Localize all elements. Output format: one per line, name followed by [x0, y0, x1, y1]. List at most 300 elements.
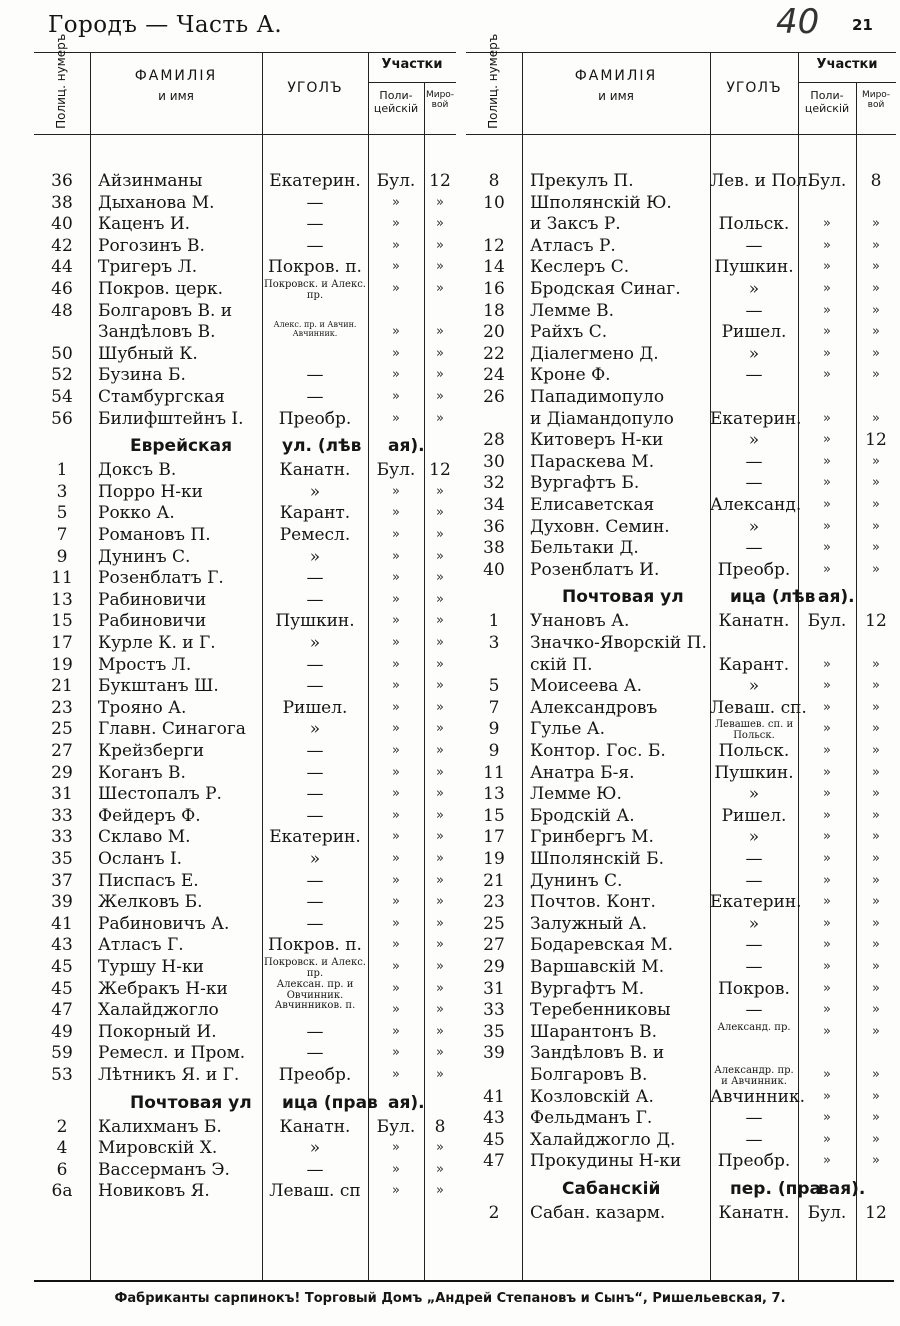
police-district: »: [823, 1153, 831, 1169]
header-number-label: Полиц. нумеръ: [54, 33, 69, 129]
street-section-part: ая).: [388, 436, 425, 457]
magistrate-district: »: [872, 937, 880, 953]
directory-row: [34, 235, 456, 257]
police-district: »: [823, 1023, 831, 1039]
directory-row: [466, 870, 896, 892]
street-section-heading: [34, 1090, 456, 1118]
magistrate-district: »: [436, 505, 444, 521]
house-number: 7: [488, 697, 500, 718]
header-name-label: и имя: [158, 89, 194, 104]
house-number: 9: [488, 719, 500, 740]
house-number: 18: [483, 300, 505, 321]
corner-street: Преобр.: [717, 559, 791, 580]
house-number: 23: [483, 892, 505, 913]
corner-street: Лев. и Пол.: [710, 171, 813, 191]
owner-name: Значко-Яворскій П.: [530, 633, 707, 653]
corner-street: —: [306, 913, 324, 934]
directory-row: [34, 870, 456, 892]
magistrate-district: »: [436, 259, 444, 275]
house-number: 26: [483, 387, 505, 407]
house-number: 5: [488, 676, 500, 697]
magistrate-district: »: [872, 1067, 880, 1082]
owner-name: Кеслеръ С.: [530, 257, 630, 278]
owner-name: Пападимопуло: [530, 387, 665, 407]
owner-name: Коганъ В.: [98, 762, 186, 783]
magistrate-district: »: [872, 540, 880, 556]
directory-row: [466, 740, 896, 762]
corner-street: —: [745, 957, 763, 977]
owner-name: Козловскій А.: [530, 1086, 654, 1107]
police-district: »: [392, 743, 400, 758]
owner-name: Новиковъ Я.: [98, 1181, 210, 1202]
police-district: »: [823, 281, 831, 296]
police-district: »: [823, 1002, 831, 1018]
corner-street: Леваш. сп: [269, 1181, 361, 1202]
owner-name: скій П.: [530, 654, 593, 675]
owner-name: и Заксъ Р.: [530, 214, 621, 235]
corner-street: —: [306, 805, 324, 826]
owner-name: Крейзберги: [98, 741, 205, 761]
directory-row: [34, 783, 456, 805]
header-name-label: и имя: [598, 89, 634, 104]
magistrate-district: 12: [429, 171, 451, 191]
police-district: »: [392, 851, 400, 866]
house-number: 28: [483, 430, 505, 451]
street-section-part: Еврейская: [130, 436, 232, 457]
police-district: »: [823, 1110, 831, 1126]
corner-street: »: [309, 1138, 321, 1159]
directory-row: [466, 934, 896, 956]
owner-name: Зандѣловъ В.: [98, 322, 216, 343]
directory-row: [466, 1042, 896, 1064]
corner-street: Александр. пр. и Авчинник.: [714, 1065, 794, 1087]
corner-street: Преобр.: [278, 408, 352, 429]
owner-name: Шарантонъ В.: [530, 1021, 657, 1042]
directory-row: [466, 848, 896, 870]
police-district: »: [392, 786, 400, 802]
police-district: »: [392, 237, 400, 253]
house-number: 17: [51, 633, 73, 653]
police-district: »: [823, 959, 831, 974]
directory-row: [466, 891, 896, 913]
corner-street: »: [748, 430, 760, 451]
police-district: »: [392, 613, 400, 629]
directory-row: [34, 1137, 456, 1159]
directory-row: [466, 675, 896, 697]
house-number: 41: [483, 1086, 505, 1107]
magistrate-district: »: [436, 483, 444, 499]
magistrate-district: »: [872, 237, 880, 253]
house-number: 29: [483, 957, 505, 977]
owner-name: Каценъ И.: [98, 214, 191, 235]
owner-name: Склаво М.: [98, 827, 191, 848]
house-number: 6: [56, 1159, 68, 1180]
street-section-part: ая).: [818, 587, 855, 608]
directory-row: [34, 848, 456, 870]
magistrate-district: »: [436, 721, 444, 737]
police-district: »: [823, 561, 831, 577]
header-corner: УГОЛЪ: [726, 80, 782, 96]
magistrate-district: 8: [434, 1116, 446, 1137]
corner-street: —: [745, 1000, 763, 1021]
directory-row: [34, 1180, 456, 1202]
corner-street: —: [745, 473, 763, 494]
corner-street: Екатерин.: [710, 892, 802, 913]
magistrate-district: »: [436, 613, 444, 629]
magistrate-district: »: [436, 1067, 444, 1082]
house-number: 46: [51, 279, 73, 299]
house-number: 27: [483, 935, 505, 956]
police-district: »: [823, 851, 831, 866]
house-number: 45: [483, 1129, 505, 1150]
corner-street: Левашев. сп. и Польск.: [714, 719, 794, 742]
police-district: »: [823, 829, 831, 845]
directory-row: [466, 913, 896, 935]
directory-row: [466, 213, 896, 235]
house-number: 23: [51, 697, 73, 718]
house-number: 32: [483, 473, 505, 494]
police-district: »: [392, 505, 400, 521]
police-district: Бул.: [807, 611, 847, 632]
house-number: 6а: [51, 1181, 73, 1202]
owner-name: Мростъ Л.: [98, 654, 192, 675]
house-number: 33: [483, 1000, 505, 1021]
corner-street: Польск.: [718, 214, 790, 235]
directory-row: [466, 386, 896, 408]
owner-name: Китоверъ Н-ки: [530, 430, 664, 451]
magistrate-district: »: [436, 635, 444, 650]
directory-row: [34, 481, 456, 503]
corner-street: —: [745, 235, 763, 256]
owner-name: Жебракъ Н-ки: [98, 978, 228, 999]
directory-row: [34, 740, 456, 762]
magistrate-district: »: [872, 699, 880, 715]
owner-name: Розенблатъ Г.: [98, 568, 224, 589]
owner-name: Моисеева А.: [530, 676, 643, 697]
magistrate-district: 12: [865, 430, 887, 451]
magistrate-district: »: [436, 829, 444, 845]
directory-row: [34, 546, 456, 568]
house-number: 38: [51, 192, 73, 213]
magistrate-district: »: [872, 980, 880, 996]
directory-row: [34, 192, 456, 214]
directory-row: [466, 783, 896, 805]
house-number: 9: [56, 546, 68, 567]
police-district: »: [392, 894, 400, 910]
header-corner: УГОЛЪ: [287, 80, 343, 96]
directory-row: [34, 999, 456, 1021]
magistrate-district: »: [436, 1183, 444, 1199]
police-district: »: [823, 367, 831, 383]
owner-name: Билифштейнъ І.: [98, 408, 244, 429]
corner-street: —: [306, 1159, 324, 1180]
header-surname: [90, 68, 262, 104]
magistrate-district: »: [872, 829, 880, 845]
table-top-rule: [34, 52, 456, 53]
directory-row: [34, 502, 456, 524]
corner-street: Преобр.: [278, 1065, 352, 1085]
police-district: »: [823, 721, 831, 737]
magistrate-district: 12: [429, 460, 451, 481]
corner-street: Алексан. пр. и Овчинник.: [276, 978, 354, 1001]
house-number: 25: [483, 913, 505, 934]
magistrate-district: »: [436, 1023, 444, 1039]
header-districts: Участки: [816, 57, 878, 72]
directory-row: [34, 256, 456, 278]
directory-row: [466, 1021, 896, 1043]
corner-street: —: [306, 589, 324, 610]
street-section-heading: [466, 1176, 896, 1204]
magistrate-district: »: [872, 1131, 880, 1147]
directory-row: [466, 610, 896, 632]
header-police-district: Поли-цейскій: [804, 89, 850, 115]
police-district: »: [823, 915, 831, 931]
house-number: 29: [51, 762, 73, 783]
police-district: »: [823, 259, 831, 275]
corner-street: »: [748, 676, 760, 697]
owner-name: Курле К. и Г.: [98, 633, 216, 653]
police-district: »: [392, 1183, 400, 1199]
corner-street: »: [748, 516, 760, 537]
directory-row: [34, 934, 456, 956]
owner-name: Болгаровъ В. и: [98, 300, 233, 321]
house-number: 30: [483, 451, 505, 472]
owner-name: и Діамандопуло: [530, 408, 674, 429]
street-section-part: ая).: [388, 1092, 425, 1113]
owner-name: Розенблатъ И.: [530, 559, 660, 580]
owner-name: Фельдманъ Г.: [530, 1108, 653, 1129]
directory-row: [466, 472, 896, 494]
police-district: »: [823, 980, 831, 996]
corner-street: Канатн.: [279, 460, 351, 481]
house-number: 49: [51, 1021, 73, 1042]
corner-street: »: [748, 827, 760, 848]
directory-row: [466, 321, 896, 343]
police-district: »: [392, 635, 400, 650]
header-police-district: Поли-цейскій: [373, 89, 419, 115]
magistrate-district: »: [436, 548, 444, 564]
street-section-part: пер. (пра: [730, 1179, 821, 1199]
right-directory-table: [466, 33, 896, 1280]
corner-street: Пушкин.: [714, 762, 794, 783]
corner-street: Покров. п.: [268, 935, 362, 956]
police-district: Бул.: [807, 1203, 847, 1223]
house-number: 12: [483, 235, 505, 256]
directory-row: [34, 459, 456, 481]
house-number: 31: [483, 978, 505, 999]
magistrate-district: »: [436, 345, 444, 361]
house-number: 21: [483, 870, 505, 891]
street-section-part: ица (прав: [282, 1092, 378, 1113]
magistrate-district: »: [872, 475, 880, 491]
owner-name: Залужный А.: [530, 913, 648, 934]
directory-row: [466, 494, 896, 516]
police-district: »: [823, 786, 831, 802]
magistrate-district: »: [872, 764, 880, 780]
corner-street: »: [748, 784, 760, 805]
house-number: 45: [51, 957, 73, 977]
owner-name: Халайджогло: [98, 1000, 219, 1021]
page-number: 21: [852, 16, 873, 34]
corner-street: Екатерин.: [710, 408, 802, 429]
magistrate-district: »: [872, 915, 880, 931]
header-magistrate-district: Миро-вой: [425, 90, 455, 111]
magistrate-district: »: [872, 259, 880, 275]
magistrate-district: »: [872, 786, 880, 802]
owner-name: Главн. Синагога: [98, 719, 246, 740]
owner-name: Рабиновичъ А.: [98, 913, 230, 934]
house-number: 15: [51, 611, 73, 632]
police-district: »: [392, 829, 400, 845]
magistrate-district: »: [436, 894, 444, 910]
house-number: 36: [483, 516, 505, 537]
owner-name: Райхъ С.: [530, 322, 608, 343]
corner-street: —: [306, 892, 324, 913]
corner-street: »: [309, 849, 321, 869]
magistrate-district: »: [436, 959, 444, 974]
magistrate-district: »: [872, 743, 880, 758]
directory-row: [34, 956, 456, 978]
corner-street: Ришел.: [282, 697, 348, 718]
corner-street: —: [306, 365, 324, 386]
owner-name: Атласъ Г.: [98, 935, 184, 956]
magistrate-district: »: [872, 656, 880, 672]
police-district: »: [823, 743, 831, 758]
corner-street: Карант.: [718, 654, 790, 675]
police-district: »: [823, 872, 831, 888]
house-number: 11: [51, 568, 73, 589]
corner-street: Пушкин.: [714, 257, 794, 278]
police-district: »: [392, 591, 400, 607]
handwritten-page-mark: 40: [776, 2, 820, 42]
corner-street: Александ.: [710, 495, 802, 515]
owner-name: Бродская Синаг.: [530, 279, 681, 299]
directory-row: [466, 1107, 896, 1129]
directory-row: [466, 408, 896, 430]
directory-row: [466, 697, 896, 719]
directory-row: [466, 278, 896, 300]
magistrate-district: »: [872, 367, 880, 383]
house-number: 33: [51, 805, 73, 826]
directory-row: [466, 999, 896, 1021]
corner-street: Покров.: [718, 978, 790, 999]
owner-name: Елисаветская: [530, 495, 655, 515]
corner-street: —: [745, 300, 763, 321]
corner-street: Покровск. и Алекс. пр.: [264, 957, 366, 979]
directory-row: [466, 1064, 896, 1086]
house-number: 22: [483, 343, 505, 364]
owner-name: Покорный И.: [98, 1021, 217, 1042]
magistrate-district: »: [872, 1088, 880, 1104]
owner-name: Гулье А.: [530, 719, 606, 740]
participants-subrule: [368, 82, 456, 83]
directory-row: [466, 826, 896, 848]
magistrate-district: »: [872, 851, 880, 866]
directory-row: [466, 429, 896, 451]
police-district: »: [392, 389, 400, 404]
magistrate-district: »: [872, 453, 880, 469]
owner-name: Порро Н-ки: [98, 481, 203, 502]
corner-street: Ремесл.: [279, 525, 351, 545]
owner-name: Дунинъ С.: [98, 546, 191, 567]
owner-name: Осланъ І.: [98, 849, 183, 869]
corner-street: —: [306, 1043, 324, 1064]
owner-name: Калихманъ Б.: [98, 1116, 222, 1137]
directory-row: [34, 610, 456, 632]
police-district: »: [392, 1045, 400, 1061]
owner-name: Варшавскій М.: [530, 957, 665, 977]
owner-name: Почтов. Конт.: [530, 892, 656, 913]
owner-name: Покров. церк.: [98, 279, 224, 299]
directory-row: [466, 559, 896, 581]
corner-street: Авчинников. п.: [274, 1000, 356, 1012]
owner-name: Мировскій Х.: [98, 1138, 218, 1159]
corner-street: »: [748, 279, 760, 299]
police-district: Бул.: [807, 171, 847, 191]
police-district: »: [392, 483, 400, 499]
magistrate-district: »: [436, 1002, 444, 1018]
house-number: 43: [51, 935, 73, 956]
owner-name: Стамбургская: [98, 387, 225, 407]
running-title: Городъ — Часть А.: [48, 12, 283, 38]
left-directory-table: [34, 33, 456, 1280]
house-number: 54: [51, 387, 73, 407]
police-district: »: [392, 764, 400, 780]
street-section-part: вая).: [818, 1179, 866, 1199]
magistrate-district: »: [436, 1140, 444, 1156]
corner-street: »: [309, 481, 321, 502]
magistrate-district: 12: [865, 611, 887, 632]
directory-row: [466, 1086, 896, 1108]
police-district: »: [823, 764, 831, 780]
magistrate-district: »: [872, 678, 880, 694]
magistrate-district: »: [436, 678, 444, 694]
magistrate-district: »: [872, 216, 880, 232]
house-number: 2: [488, 1203, 500, 1223]
directory-row: [34, 826, 456, 848]
directory-row: [466, 343, 896, 365]
directory-row: [34, 1116, 456, 1138]
directory-row: [34, 589, 456, 611]
house-number: 56: [51, 408, 73, 429]
directory-row: [466, 1202, 896, 1224]
house-number: 25: [51, 719, 73, 740]
house-number: 13: [51, 589, 73, 610]
corner-street: »: [748, 913, 760, 934]
directory-row: [34, 364, 456, 386]
corner-street: Ришел.: [721, 805, 787, 826]
table-top-rule: [466, 52, 896, 53]
corner-street: —: [306, 214, 324, 235]
magistrate-district: »: [436, 216, 444, 232]
header-surname-label: ФАМИЛІЯ: [574, 68, 658, 84]
police-district: »: [392, 570, 400, 586]
directory-row: [466, 762, 896, 784]
house-number: 24: [483, 365, 505, 386]
house-number: 39: [483, 1043, 505, 1064]
police-district: »: [823, 432, 831, 448]
magistrate-district: »: [436, 570, 444, 586]
police-district: »: [823, 324, 831, 340]
magistrate-district: »: [436, 743, 444, 758]
house-number: 9: [488, 741, 500, 761]
corner-street: Леваш. сп.: [710, 697, 807, 718]
magistrate-district: »: [872, 561, 880, 577]
corner-street: Польск.: [718, 741, 790, 761]
owner-name: Бузина Б.: [98, 365, 186, 386]
magistrate-district: »: [436, 937, 444, 953]
police-district: »: [823, 678, 831, 694]
